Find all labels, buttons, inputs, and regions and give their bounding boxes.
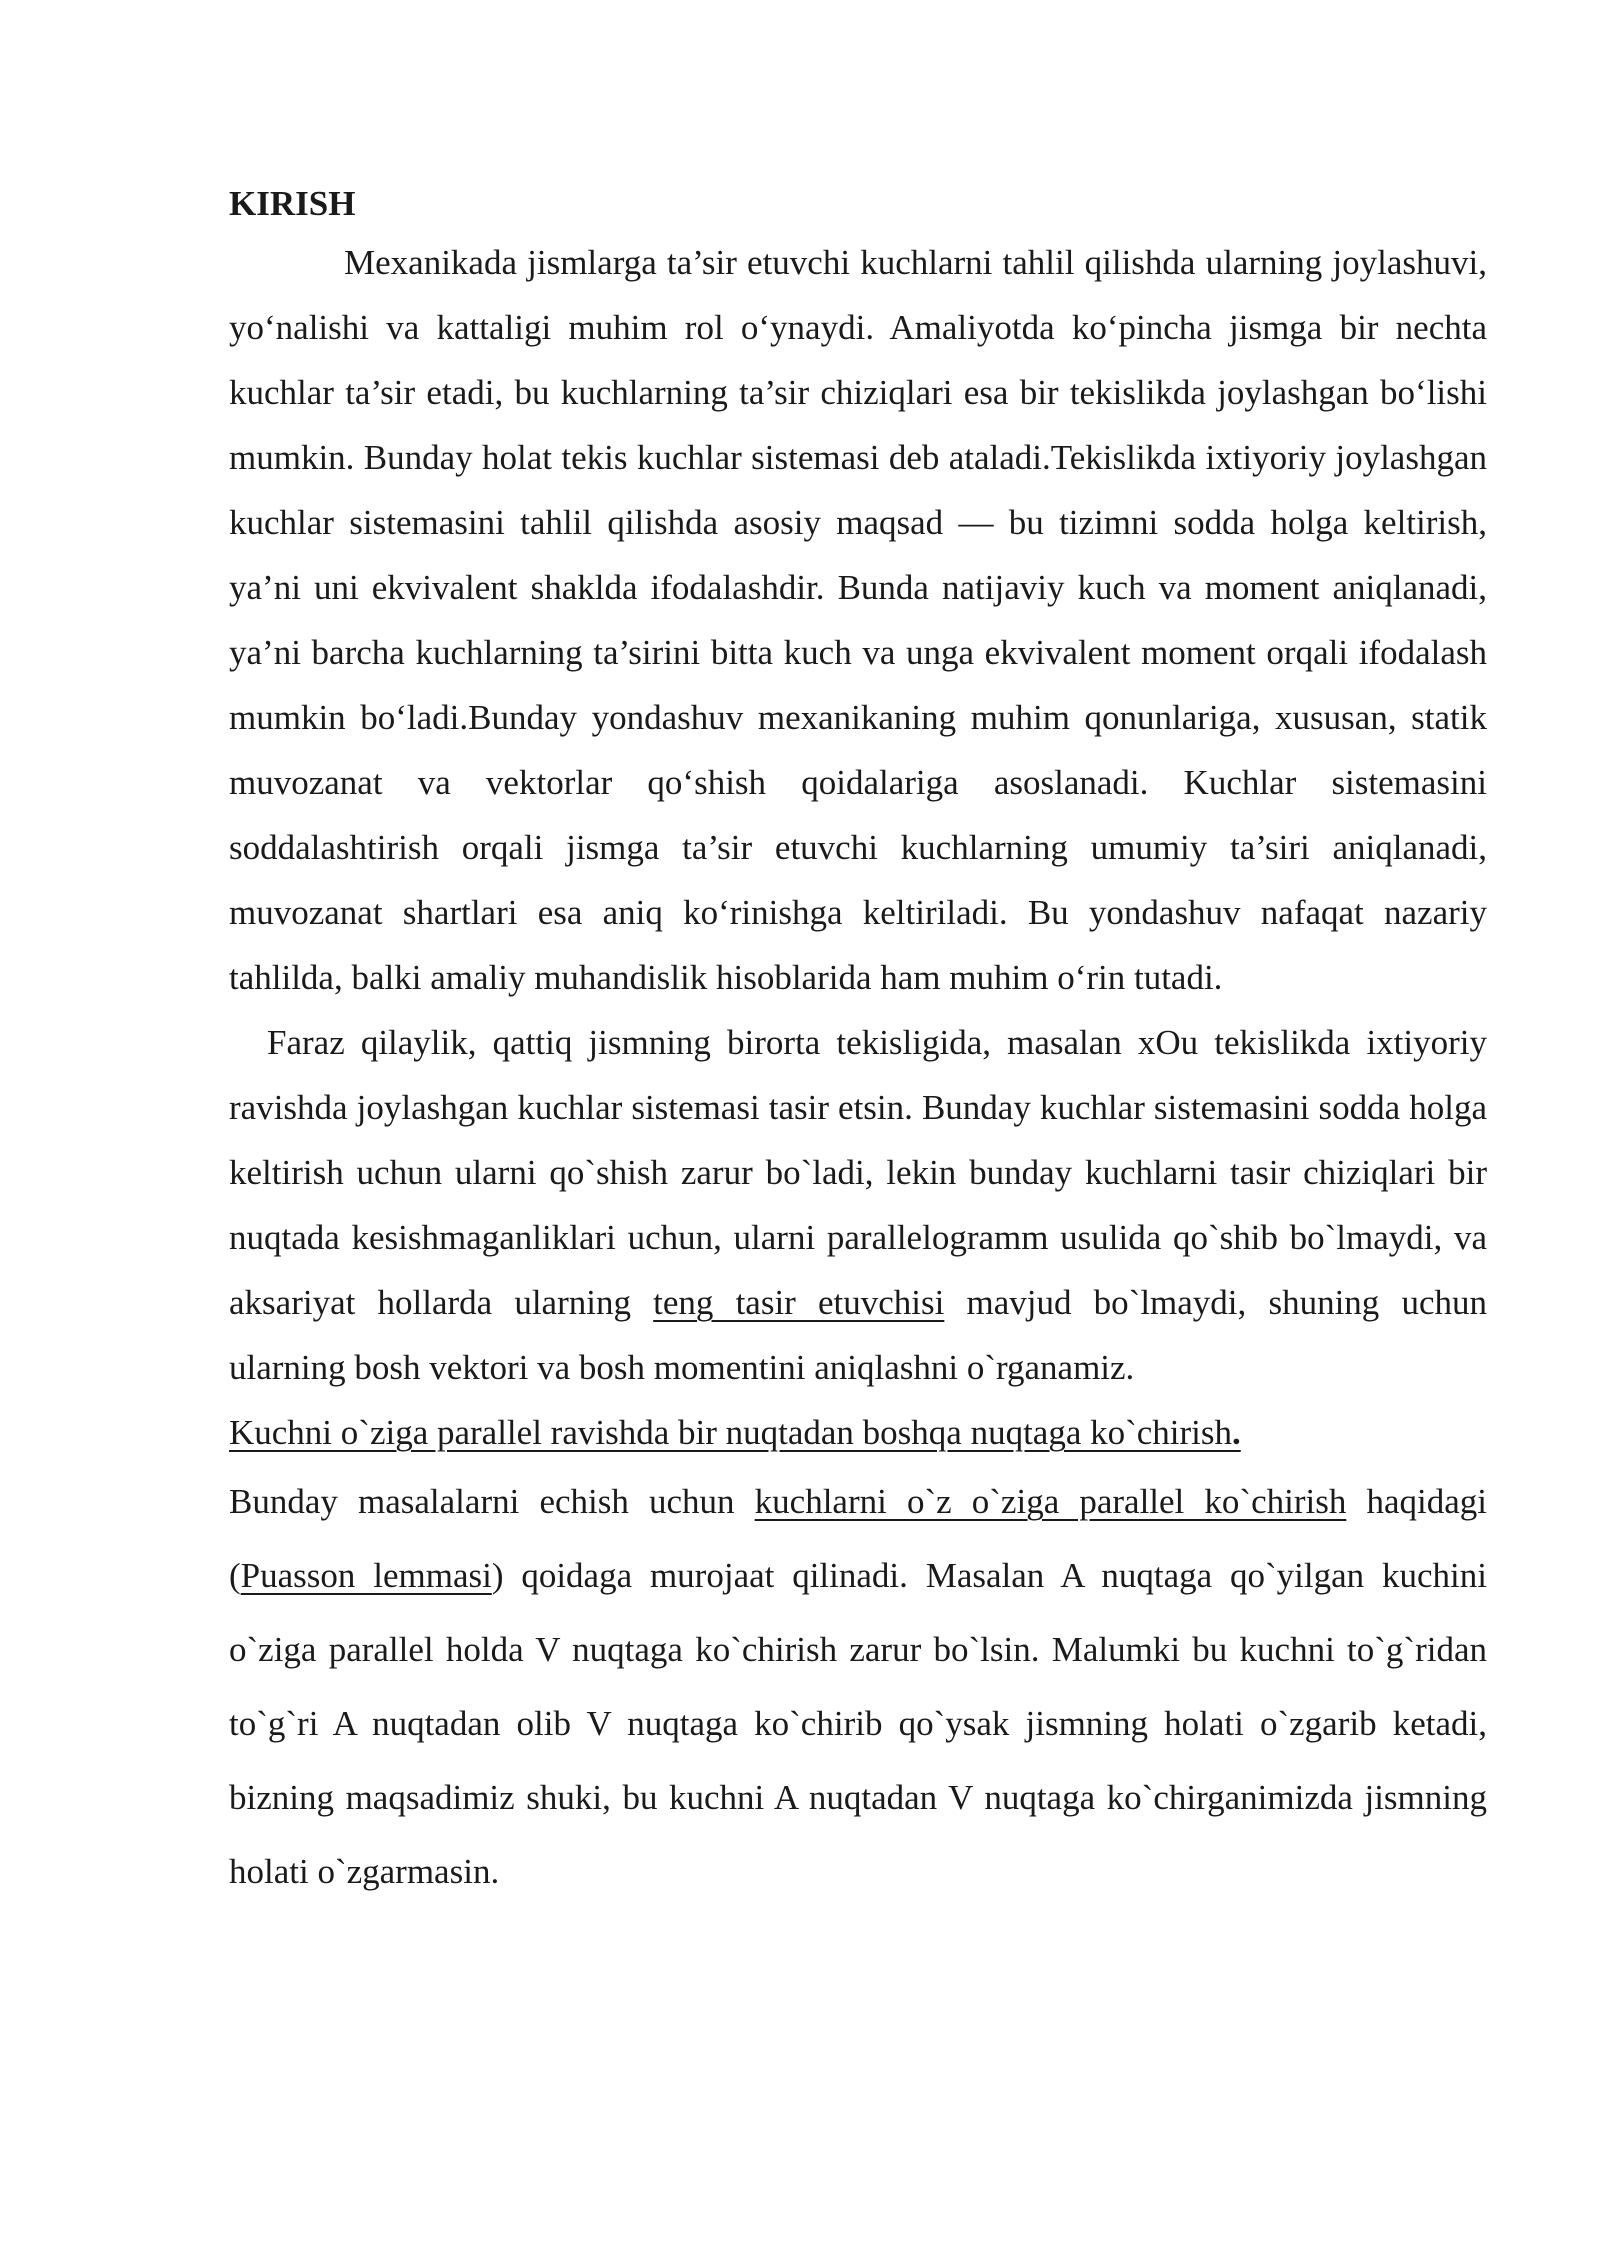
paragraph-intro: Mexanikada jismlarga ta’sir etuvchi kuchlarni tahlil qilishda ularning joylashuvi, yo‘nalishi va kattaligi muhim rol o‘ynaydi. Amaliyotda ko‘pincha jismga bir nechta kuchlar ta’sir etadi, bu kuchlarning ta’sir chiziqlari esa bir tekislikda joylashgan bo‘lishi mumkin. Bunday holat tekis kuchlar sistemasi deb ataladi.Tekislikda ixtiyoriy joylashgan kuchlar sistemasini tahlil qilishda asosiy maqsad — bu tizimni sodda holga keltirish, ya’ni uni ekvivalent shaklda ifodalashdir. Bunda natijaviy kuch va moment aniqlanadi, ya’ni barcha kuchlarning ta’sirini bitta kuch va unga ekvivalent moment orqali ifodalash mumkin bo‘ladi.Bunday yondashuv mexanikaning muhim qonunlariga, xususan, statik muvozanat va vektorlar qo‘shish qoidalariga asoslanadi. Kuchlar sistemasini soddalashtirish orqali jismga ta’sir etuvchi kuchlarning umumiy ta’siri aniqlanadi, muvozanat shartlari esa aniq ko‘rinishga keltiriladi. Bu yondashuv nafaqat nazariy tahlilda, balki amaliy muhandislik hisoblarida ham muhim o‘rin tutadi. [229,243,1487,997]
paragraph-force-system [229,1010,1487,1400]
paragraph-force-system-text-end: mavjud bo`lmaydi, shuning uchun ularning bosh vektori va bosh momentini aniqlashni o`rganamiz. [229,1283,1487,1387]
paragraph-force-system-text-start: Faraz qilaylik, qattiq jismning birorta tekisligida, masalan xOu tekislikda ixtiyoriy ravishda joylashgan kuchlar sistemasi tasir etsin. Bunday kuchlar sistemasini sodda holga keltirish uchun ularni qo`shish zarur bo`ladi, lekin bunday kuchlarni tasir chiziqlari bir nuqtada kesishmaganliklari uchun, ularni parallelogramm usulida qo`shib bo`lmaydi, va aksariyat hollarda ularning [229,1023,1487,1322]
subheading-punct: . [1232,1413,1241,1452]
underlined-term-parallel-transfer: kuchlarni o`z o`ziga parallel ko`chirish [754,1482,1347,1521]
underlined-term-poisson-lemma: Puasson lemmasi [240,1556,492,1595]
paragraph-poisson-lemma [229,1465,1487,1909]
subheading-parallel-transfer [229,1400,1487,1465]
document-page [229,178,1487,1909]
paragraph-poisson-text-mid: haqidagi ( [229,1482,1487,1595]
subheading-text: Kuchni o`ziga parallel ravishda bir nuqtadan boshqa nuqtaga ko`chirish [229,1413,1233,1452]
section-heading: KIRISH [229,184,356,223]
paragraph-poisson-text-end: ) qoidaga murojaat qilinadi. Masalan A nuqtaga qo`yilgan kuchini o`ziga parallel holda V nuqtaga ko`chirish zarur bo`lsin. Malumki bu kuchni to`g`ridan to`g`ri A nuqtadan olib V nuqtaga ko`chirib qo`ysak jismning holati o`zgarib ketadi, bizning maqsadimiz shuki, bu kuchni A nuqtadan V nuqtaga ko`chirganimizda jismning holati o`zgarmasin. [229,1556,1487,1891]
underlined-term-resultant: teng tasir etuvchisi [653,1283,945,1322]
paragraph-poisson-text-start: Bunday masalalarni echish uchun [229,1482,755,1521]
